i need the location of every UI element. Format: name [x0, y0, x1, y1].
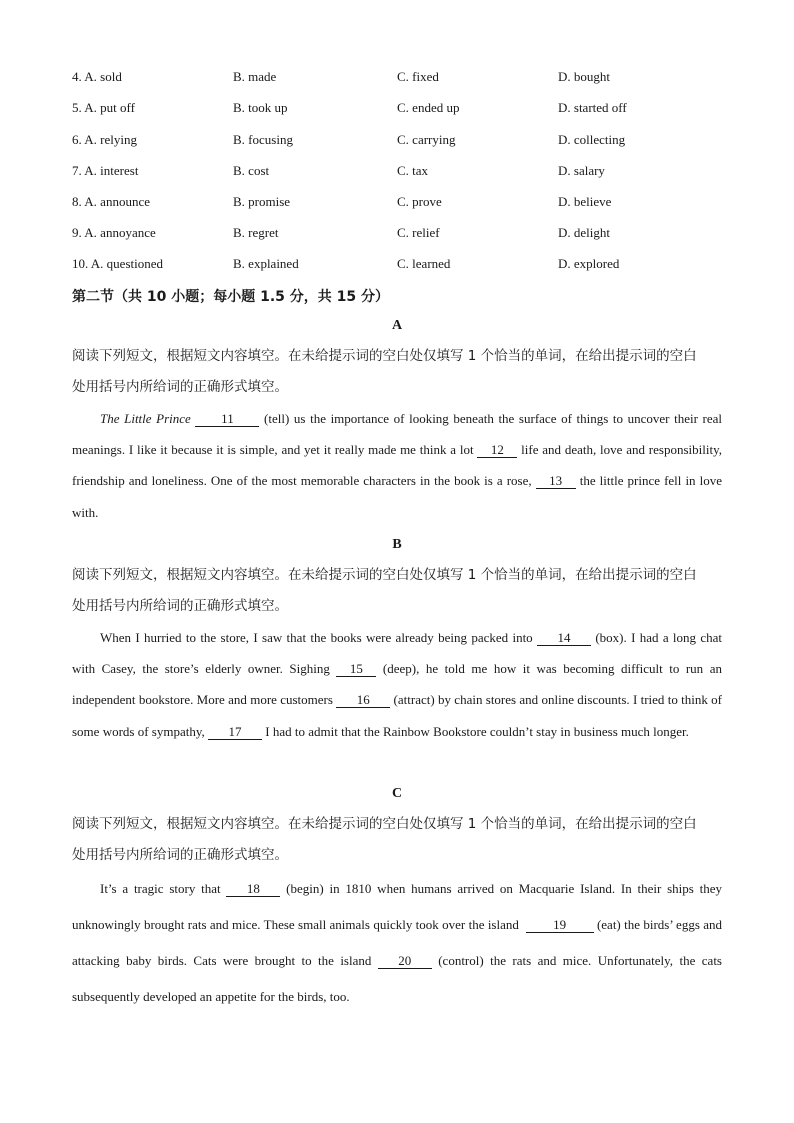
option-c: C. fixed	[397, 69, 439, 84]
passage-c-text	[72, 871, 722, 1015]
option-row-10	[72, 256, 732, 276]
passage-b-instructions	[72, 560, 722, 622]
option-a: 4. A. sold	[72, 69, 122, 84]
passage-a-segment-2: life and death, love and responsibility, friendship and loneliness. One of the most memorable characters in the book is a rose,	[72, 442, 722, 489]
option-c: C. learned	[397, 256, 451, 271]
instruction-line-1: 阅读下列短文，根据短文内容填空。在未给提示词的空白处仅填写 1 个恰当的单词，在给出提示词的空白	[72, 348, 697, 364]
option-b: B. regret	[233, 225, 279, 240]
option-d: D. collecting	[558, 132, 626, 147]
option-a: 5. A. put off	[72, 100, 135, 115]
option-d: D. believe	[558, 194, 612, 209]
option-row-6	[72, 132, 732, 152]
passage-c-segment-3: (control) the rats and mice. Unfortunately, the cats subsequently developed an appetite for the birds, too.	[72, 953, 722, 1004]
option-row-8	[72, 194, 732, 214]
passage-b-segment-3: (attract) by chain stores and online discounts. I tried to think of some words of sympathy,	[72, 692, 722, 739]
instruction-line-2: 处用括号内所给词的正确形式填空。	[72, 379, 288, 395]
passage-c-instructions	[72, 809, 722, 871]
passage-a-text	[72, 403, 722, 528]
blank-17[interactable]: 17	[208, 725, 262, 740]
option-row-7	[72, 163, 732, 183]
blank-19[interactable]: 19	[526, 918, 594, 933]
option-b: B. took up	[233, 100, 288, 115]
passage-a-segment-1: (tell) us the importance of looking beneath the surface of things to uncover their real meanings. I like it because it is simple, and yet it really made me think a lot	[72, 411, 722, 458]
option-b: B. made	[233, 69, 277, 84]
instruction-line-1: 阅读下列短文，根据短文内容填空。在未给提示词的空白处仅填写 1 个恰当的单词，在给出提示词的空白	[72, 567, 697, 583]
blank-15[interactable]: 15	[336, 662, 376, 677]
option-c: C. relief	[397, 225, 440, 240]
option-a: 8. A. announce	[72, 194, 150, 209]
blank-14[interactable]: 14	[537, 631, 591, 646]
passage-c-segment-1: (begin) in 1810 when humans arrived on Macquarie Island. In their ships they unknowingly brought rats and mice. These small animals quickly took over the island	[72, 881, 722, 932]
option-a: 9. A. annoyance	[72, 225, 156, 240]
option-row-4	[72, 69, 732, 89]
option-a: 10. A. questioned	[72, 256, 163, 271]
option-b: B. cost	[233, 163, 270, 178]
passage-c-segment-2: (eat) the birds’ eggs and attacking baby birds. Cats were brought to the island	[72, 917, 723, 968]
blank-18[interactable]: 18	[226, 882, 280, 897]
passage-b-segment-2: (deep), he told me how it was becoming difficult to run an independent bookstore. More and more customers	[72, 661, 722, 708]
passage-c-segment-0: It’s a tragic story that	[100, 881, 227, 896]
option-d: D. explored	[558, 256, 620, 271]
instruction-line-2: 处用括号内所给词的正确形式填空。	[72, 598, 288, 614]
passage-b-segment-4: I had to admit that the Rainbow Bookstore couldn’t stay in business much longer.	[262, 723, 689, 739]
option-c: C. prove	[397, 194, 442, 209]
passage-a-segment-3: the little prince fell in love with.	[72, 473, 722, 520]
passage-b-segment-1: (box). I had a long chat with Casey, the store’s elderly owner. Sighing	[72, 630, 722, 677]
option-a: 6. A. relying	[72, 132, 137, 147]
blank-20[interactable]: 20	[378, 954, 432, 969]
option-c: C. carrying	[397, 132, 456, 147]
option-d: D. started off	[558, 100, 627, 115]
option-c: C. ended up	[397, 100, 460, 115]
option-b: B. focusing	[233, 132, 293, 147]
option-row-9	[72, 225, 732, 245]
blank-12[interactable]: 12	[477, 443, 517, 458]
passage-a-letter: A	[391, 318, 403, 333]
passage-c-letter: C	[391, 786, 403, 801]
blank-13[interactable]: 13	[536, 474, 576, 489]
option-d: D. delight	[558, 225, 610, 240]
book-title: The Little Prince	[100, 411, 191, 426]
instruction-line-1: 阅读下列短文，根据短文内容填空。在未给提示词的空白处仅填写 1 个恰当的单词，在给出提示词的空白	[72, 816, 697, 832]
passage-a-instructions	[72, 341, 722, 403]
blank-16[interactable]: 16	[336, 693, 390, 708]
option-a: 7. A. interest	[72, 163, 139, 178]
passage-b-letter: B	[392, 537, 402, 552]
passage-b-text	[72, 622, 722, 747]
section-heading: 第二节（共 10 小题；每小题 1.5 分，共 15 分）	[72, 289, 390, 305]
passage-b-segment-0: When I hurried to the store, I saw that the books were already being packed into	[100, 630, 538, 645]
option-b: B. promise	[233, 194, 291, 209]
option-d: D. bought	[558, 69, 610, 84]
instruction-line-2: 处用括号内所给词的正确形式填空。	[72, 847, 288, 863]
option-c: C. tax	[397, 163, 429, 178]
option-d: D. salary	[558, 163, 605, 178]
blank-11[interactable]: 11	[195, 412, 259, 427]
option-b: B. explained	[233, 256, 299, 271]
option-row-5	[72, 100, 732, 120]
